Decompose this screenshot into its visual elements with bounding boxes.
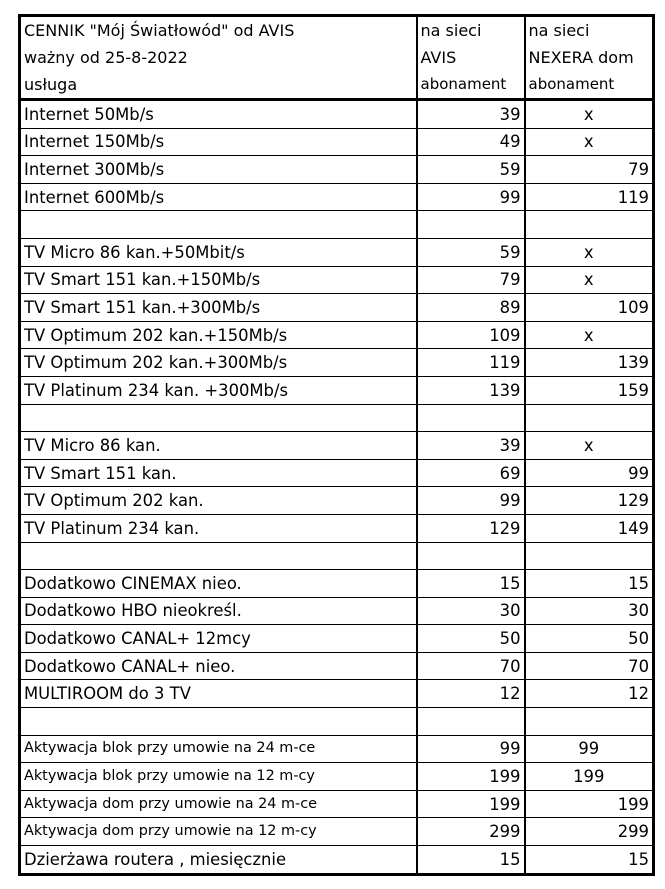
avis-price: 59 [417,238,525,266]
avis-price: 79 [417,266,525,294]
table-row [20,321,654,349]
avis-price: 12 [417,680,525,708]
service-name: Aktywacja blok przy umowie na 24 m-ce [20,735,417,763]
service-name: TV Micro 86 kan. [20,432,417,460]
valid-from-label: ważny od 25-8-2022 [20,44,417,71]
nexera-price [525,211,654,239]
nexera-price: 30 [525,597,654,625]
col-avis-line2: AVIS [417,44,525,71]
avis-price: 119 [417,349,525,377]
service-name [20,404,417,432]
nexera-price: x [525,100,654,129]
blank-row [20,542,654,570]
service-name [20,211,417,239]
avis-price: 69 [417,459,525,487]
service-name: TV Optimum 202 kan.+150Mb/s [20,321,417,349]
avis-price: 99 [417,183,525,211]
nexera-price: 119 [525,183,654,211]
table-row [20,459,654,487]
service-name: Dodatkowo CINEMAX nieo. [20,570,417,598]
service-name: Aktywacja dom przy umowie na 24 m-ce [20,790,417,818]
avis-price: 39 [417,100,525,129]
avis-price: 30 [417,597,525,625]
avis-price: 50 [417,625,525,653]
header-row-1 [20,16,654,45]
nexera-price: x [525,266,654,294]
service-name: TV Smart 151 kan.+300Mb/s [20,294,417,322]
service-name: TV Platinum 234 kan. +300Mb/s [20,376,417,404]
service-name: Dodatkowo HBO nieokreśl. [20,597,417,625]
table-row [20,238,654,266]
blank-row [20,211,654,239]
nexera-price: 299 [525,818,654,846]
table-row [20,183,654,211]
table-row [20,487,654,515]
col-avis-line3: abonament [417,71,525,100]
table-row [20,156,654,184]
service-name: Dzierżawa routera , miesięcznie [20,846,417,875]
service-name: Dodatkowo CANAL+ nieo. [20,652,417,680]
nexera-price: 99 [525,459,654,487]
col-nexera-line2: NEXERA dom [525,44,654,71]
table-row [20,432,654,460]
avis-price: 199 [417,790,525,818]
table-row [20,100,654,129]
nexera-price: 109 [525,294,654,322]
service-name: TV Platinum 234 kan. [20,514,417,542]
nexera-price [525,542,654,570]
nexera-price: 70 [525,652,654,680]
nexera-price: 15 [525,570,654,598]
price-list-title: CENNIK "Mój Światłowód" od AVIS [20,16,417,45]
avis-price [417,211,525,239]
avis-price: 199 [417,763,525,791]
nexera-price: x [525,238,654,266]
service-name: TV Micro 86 kan.+50Mbit/s [20,238,417,266]
avis-price: 70 [417,652,525,680]
avis-price: 49 [417,128,525,156]
table-row [20,266,654,294]
col-nexera-line1: na sieci [525,16,654,45]
service-name: Dodatkowo CANAL+ 12mcy [20,625,417,653]
nexera-price: 129 [525,487,654,515]
blank-row [20,708,654,736]
avis-price: 299 [417,818,525,846]
avis-price: 99 [417,487,525,515]
table-row [20,625,654,653]
service-name [20,542,417,570]
avis-price [417,404,525,432]
service-name: Internet 600Mb/s [20,183,417,211]
price-table [18,14,655,876]
table-row [20,376,654,404]
table-row [20,514,654,542]
header-row-2 [20,44,654,71]
avis-price: 15 [417,570,525,598]
table-row [20,763,654,791]
table-row [20,652,654,680]
table-row [20,294,654,322]
avis-price [417,708,525,736]
table-row [20,790,654,818]
table-row [20,570,654,598]
table-row [20,128,654,156]
service-name: TV Smart 151 kan. [20,459,417,487]
service-name: Internet 150Mb/s [20,128,417,156]
nexera-price: 149 [525,514,654,542]
avis-price [417,542,525,570]
nexera-price [525,708,654,736]
col-nexera-line3: abonament [525,71,654,100]
nexera-price [525,404,654,432]
service-column-header: usługa [20,71,417,100]
col-avis-line1: na sieci [417,16,525,45]
price-list-sheet [18,14,652,876]
avis-price: 139 [417,376,525,404]
nexera-price: 50 [525,625,654,653]
nexera-price: 159 [525,376,654,404]
blank-row [20,404,654,432]
table-row [20,597,654,625]
avis-price: 15 [417,846,525,875]
avis-price: 99 [417,735,525,763]
service-name: TV Optimum 202 kan.+300Mb/s [20,349,417,377]
avis-price: 89 [417,294,525,322]
nexera-price: x [525,321,654,349]
price-rows [20,100,654,875]
avis-price: 109 [417,321,525,349]
avis-price: 39 [417,432,525,460]
service-name: Internet 50Mb/s [20,100,417,129]
nexera-price: x [525,128,654,156]
service-name: MULTIROOM do 3 TV [20,680,417,708]
table-row [20,735,654,763]
nexera-price: 199 [525,790,654,818]
service-name: Internet 300Mb/s [20,156,417,184]
nexera-price: 79 [525,156,654,184]
service-name: Aktywacja blok przy umowie na 12 m-cy [20,763,417,791]
service-name: Aktywacja dom przy umowie na 12 m-cy [20,818,417,846]
avis-price: 59 [417,156,525,184]
table-row [20,349,654,377]
nexera-price: 139 [525,349,654,377]
avis-price: 129 [417,514,525,542]
table-row [20,680,654,708]
nexera-price: 199 [525,763,654,791]
table-row [20,846,654,875]
service-name: TV Smart 151 kan.+150Mb/s [20,266,417,294]
service-name: TV Optimum 202 kan. [20,487,417,515]
nexera-price: 15 [525,846,654,875]
header-row-3 [20,71,654,100]
service-name [20,708,417,736]
nexera-price: x [525,432,654,460]
table-row [20,818,654,846]
nexera-price: 12 [525,680,654,708]
nexera-price: 99 [525,735,654,763]
